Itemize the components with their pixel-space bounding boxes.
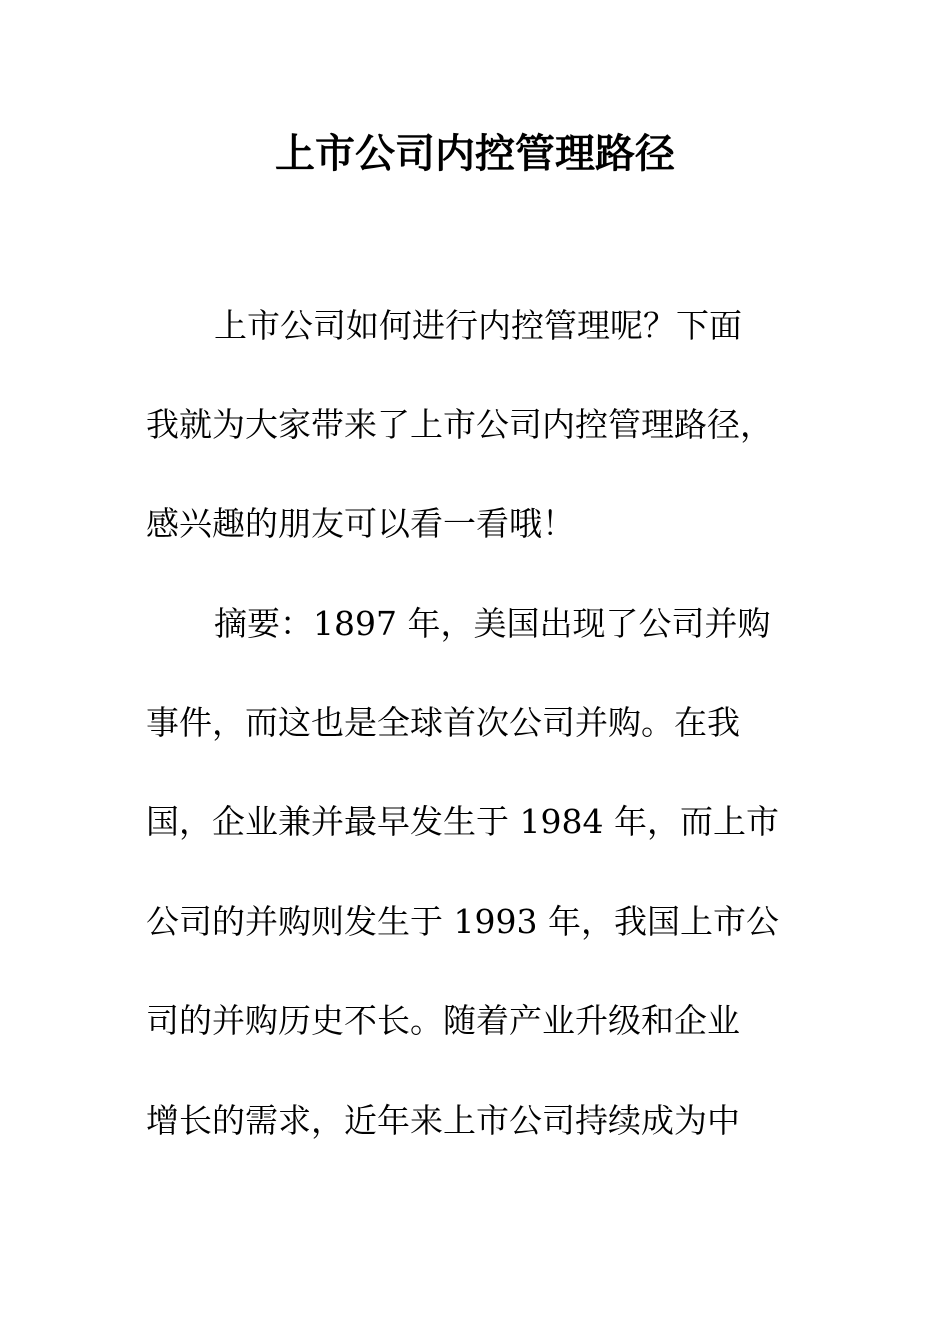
paragraph-line: 感兴趣的朋友可以看一看哦！	[146, 504, 575, 543]
paragraph-line: 我就为大家带来了上市公司内控管理路径，	[146, 405, 773, 444]
paragraph-line: 摘要：1897 年，美国出现了公司并购	[214, 604, 771, 643]
document-title: 上市公司内控管理路径	[275, 131, 675, 177]
paragraph-line: 增长的需求，近年来上市公司持续成为中	[146, 1101, 740, 1140]
paragraph-line: 上市公司如何进行内控管理呢？下面	[214, 306, 742, 345]
paragraph-line: 国，企业兼并最早发生于 1984 年，而上市	[146, 802, 779, 841]
paragraph-line: 事件，而这也是全球首次公司并购。在我	[146, 703, 740, 742]
paragraph-line: 司的并购历史不长。随着产业升级和企业	[146, 1001, 740, 1040]
paragraph-line: 公司的并购则发生于 1993 年，我国上市公	[146, 902, 779, 941]
